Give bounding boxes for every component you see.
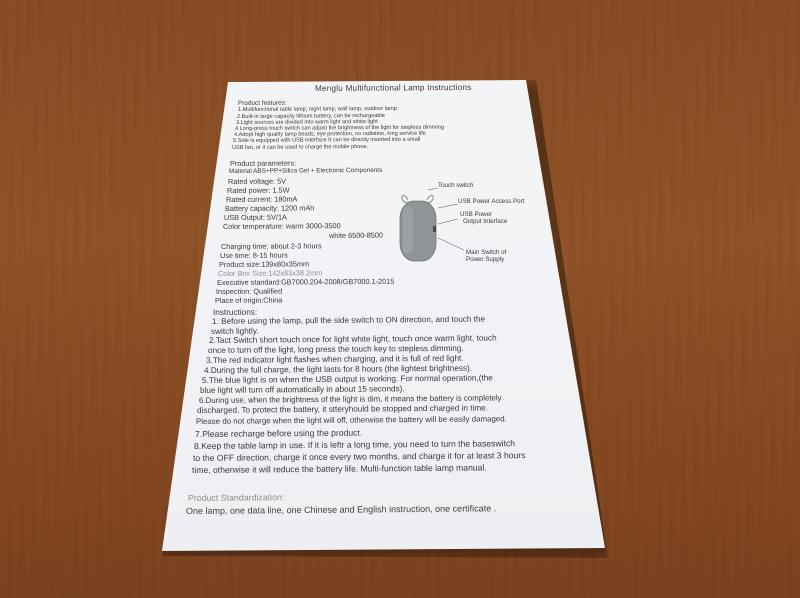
param-line: Color temperature: warm 3000-3500 [222,221,341,231]
param-line: USB Output: 5V/1A [223,212,287,222]
label-touch-switch: Touch switch [438,182,474,189]
feature-line: 4.Long-press touch switch can adjust the brightness of the light for stepless dimming [234,124,444,132]
instruction-line: 2.Tact Switch short touch once for light white light, touch once warm light, touch [208,333,497,345]
instruction-line: to the OFF direction, charge it once every two months, and charge it for at least 3 hours [192,450,526,463]
instruction-line: switch lightly. [210,326,259,336]
feature-line: 2.Built-in large capacity lithium battery, can be rechargeable [236,112,385,120]
label-usb-output-1: USB Power [460,211,492,218]
instruction-line: 4.During the full charge, the light lasts for 8 hours (the lightest brightness). [203,363,473,375]
instruction-line: 6.During use, when the brightness of the light is dim, it means the battery is completely [198,393,502,405]
instruction-line: Please do not charge when the light will off, otherwise the battery will be easily damaged. [195,414,507,426]
label-usb-access: USB Power Access Port [458,198,525,205]
instructions-heading: Instructions: [212,307,258,317]
param-line: Material ABS+PP+Silica Gel + Electronic Components [228,166,383,175]
param-line: Battery capacity: 1200 mAh [224,203,315,213]
param-line: Use time: 8-15 hours [219,250,288,260]
params-heading: Product parameters: [229,158,297,168]
param-line: Rated voltage: 5V [227,176,287,186]
instruction-line: 1. Before using the lamp, pull the side switch to ON direction, and touch the [211,314,486,326]
standard-heading: Product Standardization: [187,492,285,503]
instruction-line: once to turn off the light, long press the touch key to stepless dimming. [207,343,464,355]
feature-line: 1.Multifunctional table lamp, night lamp, wall lamp, outdoor lamp [237,105,397,113]
instruction-line: 7.Please recharge before using the product. [194,427,363,439]
label-main-switch-1: Main Switch of [466,249,507,256]
sheet-title: Menglu Multifunctional Lamp Instructions [314,82,472,93]
label-main-switch-2: Power Supply [466,256,505,263]
param-line: Executive standard:GB7000.204-2008/GB7000.1-2015 [216,276,395,287]
instruction-line: 8.Keep the table lamp in use. If it is leftr a long time, you need to turn the baseswitch [193,438,516,451]
param-line: Inspection: Qualified [215,286,283,296]
instruction-line: 3.The red indicator light flashes when charging, and it is full of red light. [205,353,464,365]
instruction-line: time, otherwise it will reduce the battery life. Multi-function table lamp manual. [191,462,487,475]
instruction-line: 5.The blue light is on when the USB output is working. For normal operation,(the [201,373,493,385]
param-line: Color Box Size:142x83x38.2mm [217,268,323,278]
param-line: white 6500-8500 [328,230,383,240]
param-line: Rated power: 1.5W [226,185,290,195]
param-line: Charging time: about 2-3 hours [220,241,322,251]
feature-line: 5.Side is equipped with USB interface It can be directly inserted into a small [232,136,421,144]
label-usb-output-2: Output Interface [463,218,508,225]
instruction-line: discharged. To protect the battery, it stteryhould be stopped and charged in time. [196,403,489,415]
standard-text: One lamp, one data line, one Chinese and English instruction, one certificate . [185,503,497,516]
feature-line: 3.Light sources are divided into warm light and white light [235,119,378,126]
instruction-line: blue light will turn off automatically in about 15 seconds). [199,384,405,395]
features-heading: Product features: [237,99,287,107]
param-line: Rated current: 180mA [225,194,298,204]
feature-line: USB fan, or it can be used to charge the mobile phone. [231,144,369,151]
param-line: Place of origin:China [214,295,283,305]
feature-line: 4.Adopt high quality lamp beads, eye protection, no radiation, long service life [233,130,426,138]
param-line: Product size:139x80x35mm [218,259,310,269]
